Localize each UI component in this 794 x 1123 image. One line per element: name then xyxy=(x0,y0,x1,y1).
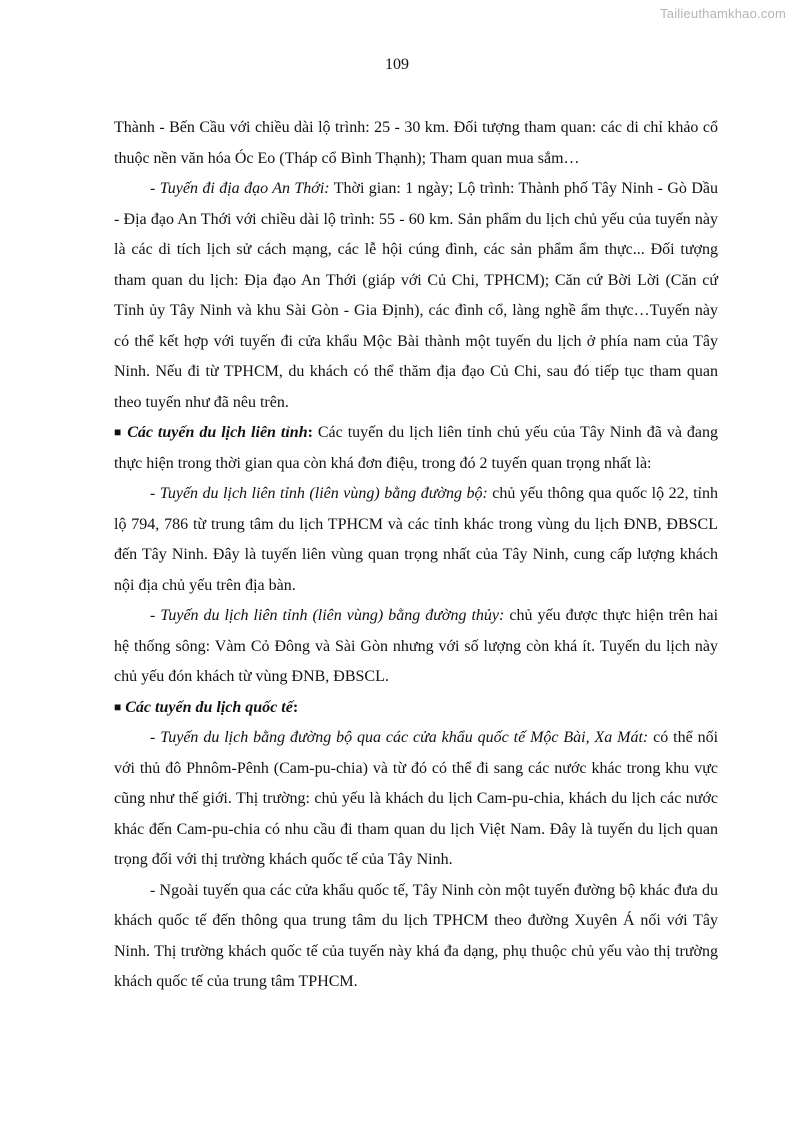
paragraph-trans-asia-route: - Ngoài tuyến qua các cửa khẩu quốc tế, Tây Ninh còn một tuyến đường bộ khác đưa du khách quốc tế đến thông qua trung tâm du lịch TPHCM theo đường Xuyên Á nối với Tây Ninh. Thị trường khách quốc tế của tuyến này khá đa dạng, phụ thuộc chủ yếu vào thị trường khách quốc tế của trung tâm TPHCM. xyxy=(114,881,718,990)
route-title: - Tuyến du lịch liên tỉnh (liên vùng) bằng đường bộ: xyxy=(150,485,488,502)
document-body xyxy=(114,113,718,998)
bullet-icon: ■ xyxy=(114,425,123,439)
route-body: có thể nối với thủ đô Phnôm-Pênh (Cam-pu-chia) và từ đó có thể đi sang các nước khác trong khu vực cũng như thế giới. Thị trường: chủ yếu là khách du lịch Cam-pu-chia, khách du lịch các nước khác đến Cam-pu-chia có nhu cầu đi tham quan du lịch Việt Nam. Đây là tuyến du lịch quan trọng đối với thị trường khách quốc tế của Tây Ninh. xyxy=(114,729,719,868)
heading-text: Các tuyến du lịch quốc tế xyxy=(125,698,293,716)
heading-colon: : xyxy=(292,698,299,716)
route-title: - Tuyến du lịch bằng đường bộ qua các cửa khẩu quốc tế Mộc Bài, Xa Mát: xyxy=(150,729,649,746)
paragraph-continuation: Thành - Bến Cầu với chiều dài lộ trình: 25 - 30 km. Đối tượng tham quan: các di chỉ khảo cổ thuộc nền văn hóa Óc Eo (Tháp cổ Bình Thạnh); Tham quan mua sắm… xyxy=(114,119,718,167)
section-heading-interprovincial xyxy=(114,418,718,479)
heading-colon: : xyxy=(307,424,313,441)
page-number: 109 xyxy=(385,56,409,73)
route-title: - Tuyến đi địa đạo An Thới: xyxy=(150,180,330,197)
heading-text: Các tuyến du lịch liên tỉnh xyxy=(127,424,308,441)
heading-body: Các tuyến du lịch liên tỉnh chủ yếu của Tây Ninh đã và đang thực hiện trong thời gian qua còn khá đơn điệu, trong đó 2 tuyến quan trọng nhất là: xyxy=(114,424,719,472)
paragraph-road-route xyxy=(114,479,718,601)
watermark: Tailieuthamkhao.com xyxy=(660,6,786,21)
paragraph-water-route xyxy=(114,601,718,693)
section-heading-international xyxy=(114,693,718,724)
bullet-icon: ■ xyxy=(114,699,122,714)
paragraph-an-thoi-route xyxy=(114,174,718,418)
route-body: chủ yếu được thực hiện trên hai hệ thống sông: Vàm Cỏ Đông và Sài Gòn nhưng với số lượng còn khá ít. Tuyến du lịch này chủ yếu đón khách từ vùng ĐNB, ĐBSCL. xyxy=(114,607,719,685)
route-body: chủ yếu thông qua quốc lộ 22, tỉnh lộ 794, 786 từ trung tâm du lịch TPHCM và các tỉnh khác trong vùng du lịch ĐNB, ĐBSCL đến Tây Ninh. Đây là tuyến liên vùng quan trọng nhất của Tây Ninh, cung cấp lượng khách nội địa chủ yếu trên địa bàn. xyxy=(114,485,719,594)
route-body: Thời gian: 1 ngày; Lộ trình: Thành phố Tây Ninh - Gò Dầu - Địa đạo An Thới với chiều dài lộ trình: 55 - 60 km. Sản phẩm du lịch chủ yếu của tuyến này là các di tích lịch sử cách mạng, các lễ hội cúng đình, các sản phẩm ẩm thực... Đối tượng tham quan du lịch: Địa đạo An Thới (giáp với Củ Chi, TPHCM); Căn cứ Bời Lời (Căn cứ Tỉnh ủy Tây Ninh và khu Sài Gòn - Gia Định), các đình cổ, làng nghề ẩm thực…Tuyến này có thể kết hợp với tuyến đi cửa khẩu Mộc Bài thành một tuyến du lịch ở phía nam của Tây Ninh. Nếu đi từ TPHCM, du khách có thể thăm địa đạo Củ Chi, sau đó tiếp tục tham quan theo tuyến như đã nêu trên. xyxy=(114,180,718,411)
route-title: - Tuyến du lịch liên tỉnh (liên vùng) bằng đường thủy: xyxy=(150,607,505,624)
paragraph-border-gate-route xyxy=(114,723,718,876)
